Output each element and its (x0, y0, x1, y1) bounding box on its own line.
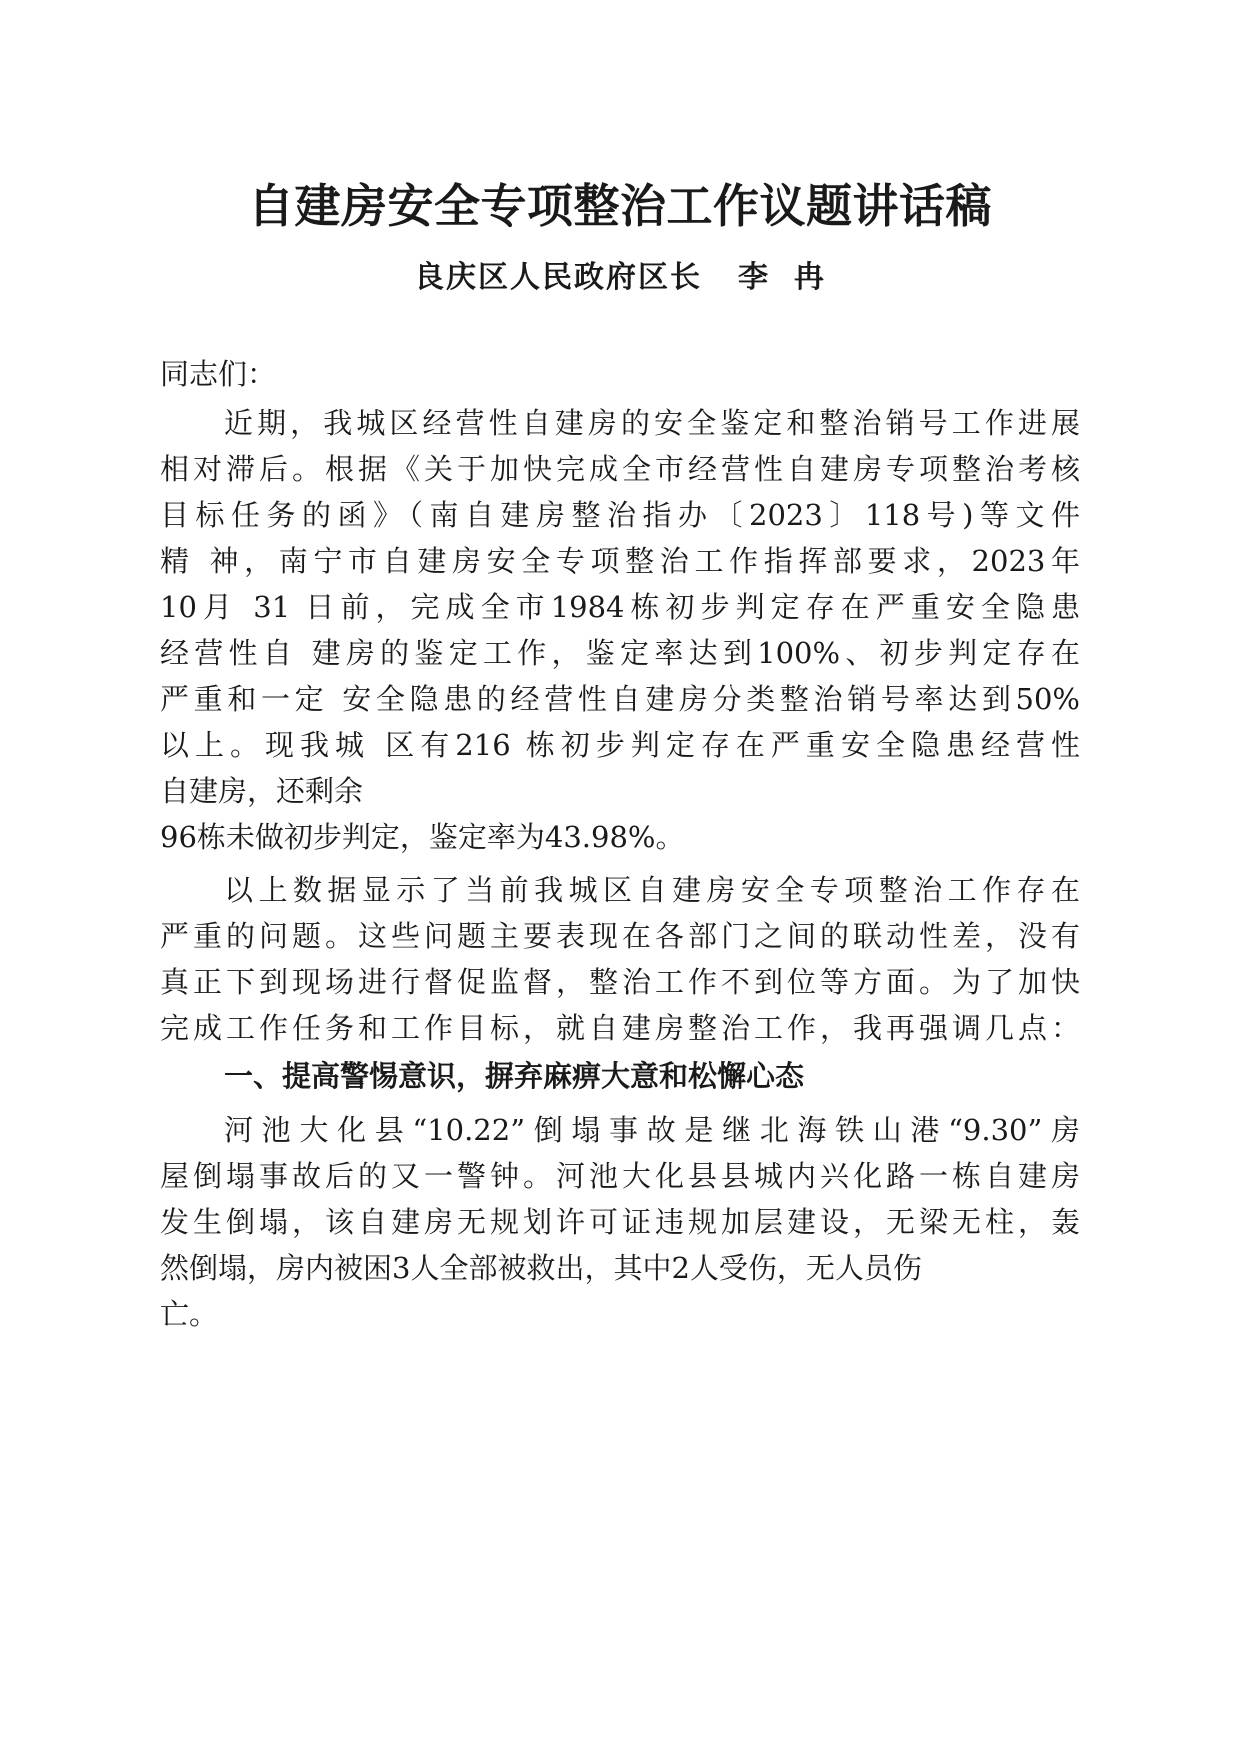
paragraph-1-line: 以上。现我城 区有216 栋初步判定存在严重安全隐患经营性 (160, 728, 1080, 762)
salutation: 同志们： (160, 357, 277, 391)
paragraph-3-line: 亡。 (160, 1297, 219, 1331)
paragraph-3-line: 屋倒塌事故后的又一警钟。河池大化县县城内兴化路一栋自建房 (160, 1159, 1080, 1193)
paragraph-1-line: 严重和一定 安全隐患的经营性自建房分类整治销号率达到50% (160, 682, 1080, 716)
paragraph-1-line: 自建房，还剩余 (160, 774, 364, 808)
paragraph-2-line: 以上数据显示了当前我城区自建房安全专项整治工作存在 (224, 873, 1080, 907)
paragraph-1-line: 精 神，南宁市自建房安全专项整治工作指挥部要求，2023年 (160, 544, 1080, 578)
byline-name-second: 冉 (794, 260, 826, 295)
paragraph-1-line: 96栋未做初步判定，鉴定率为43.98%。 (160, 820, 685, 854)
document-byline (0, 256, 1240, 300)
paragraph-2-line: 完成工作任务和工作目标，就自建房整治工作，我再强调几点： (160, 1011, 1080, 1045)
paragraph-1-line: 10月 31 日前，完成全市1984栋初步判定存在严重安全隐患 (160, 590, 1080, 624)
paragraph-2-line: 严重的问题。这些问题主要表现在各部门之间的联动性差，没有 (160, 919, 1080, 953)
paragraph-1-line: 相对滞后。根据《关于加快完成全市经营性自建房专项整治考核 (160, 452, 1080, 486)
paragraph-1-line: 经营性自 建房的鉴定工作，鉴定率达到100%、初步判定存在 (160, 636, 1080, 670)
paragraph-1-line: 目标任务的函》（南自建房整治指办〔2023〕118号)等文件 (160, 498, 1080, 532)
paragraph-3-line: 然倒塌，房内被困3人全部被救出，其中2人受伤，无人员伤 (160, 1251, 922, 1285)
byline-role: 良庆区人民政府区长 (414, 260, 702, 295)
paragraph-1-line: 近期，我城区经营性自建房的安全鉴定和整治销号工作进展 (224, 406, 1080, 440)
paragraph-2-line: 真正下到现场进行督促监督，整治工作不到位等方面。为了加快 (160, 965, 1080, 999)
paragraph-3-line: 河池大化县“10.22”倒塌事故是继北海铁山港“9.30”房 (224, 1113, 1080, 1147)
section-1-heading: 一、提高警惕意识，摒弃麻痹大意和松懈心态 (224, 1059, 805, 1093)
byline-name-first: 李 (738, 260, 770, 295)
document-title: 自建房安全专项整治工作议题讲话稿 (248, 179, 992, 233)
paragraph-3-line: 发生倒塌，该自建房无规划许可证违规加层建设，无梁无柱，轰 (160, 1205, 1080, 1239)
